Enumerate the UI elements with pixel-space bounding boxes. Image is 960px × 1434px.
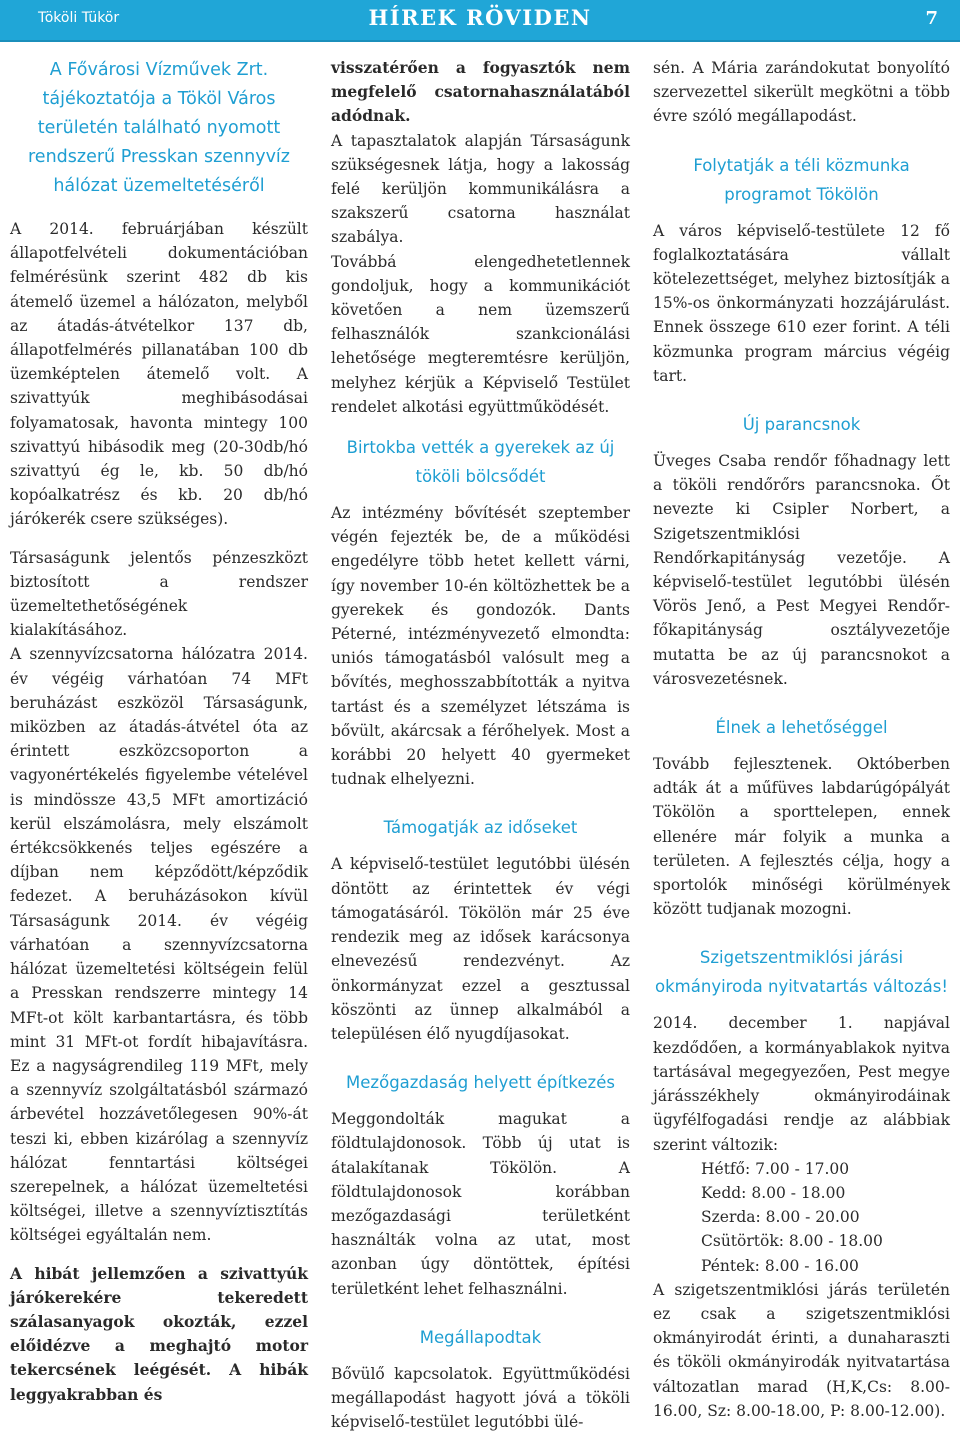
section-title: HÍREK RÖVIDEN	[368, 5, 592, 30]
article-paragraph: A város képviselő-testülete 12 fő foglalkoztatására vállalt kötelezettséget, melyhez biztosítják a 15%-os önkormányzati hozzájárulást. Ennek összege 610 ezer forint. A téli közmunka program március végéig tart.	[653, 221, 950, 385]
article-paragraph: Meggondolták magukat a földtulajdonosok. Több új utat is átalakítanak Tökölön. A földtulajdonosok korábban mezőgazdasági területként használták volna az utat, most azonban úgy döntöttek, építési területként lehet felhasználni.	[331, 1110, 630, 1298]
article-paragraph: A képviselő-testület legutóbbi ülésén döntött az érintettek év végi támogatásáról. Tökölön már 25 éve rendezik meg az idősek karácsonya elnevezésű rendezvényt. Az önkormányzat ezzel a gesztussal köszönti az ünnep alkalmából a településen élő nyugdíjasokat.	[331, 855, 630, 1043]
article-title-okmanyiroda: Szigetszentmiklósi járási okmányiroda nyitvatartás változás!	[655, 948, 948, 997]
opening-hours-item: Csütörtök: 8.00 - 18.00	[701, 1232, 883, 1251]
article-title-bolcsode: Birtokba vették a gyerekek az új tököli bölcsődét	[346, 438, 615, 487]
opening-hours-item: Péntek: 8.00 - 16.00	[701, 1256, 859, 1275]
article-paragraph: Továbbá elengedhetetlennek gondoljuk, hogy a kommunikációt követően a nem üzemszerű felhasználók szankcionálási lehetősége megteremtésre kerüljön, melyhez kérjük a Képviselő Testület rendelet alkotási együttműködését.	[331, 252, 630, 416]
article-paragraph-bold: visszatérően a fogyasztók nem megfelelő csatornahasználatából adódnak.	[331, 58, 630, 126]
article-paragraph: A szigetszentmiklósi járás területén ez csak a szigetszentmiklósi okmányirodát érinti, a dunaharaszti és tököli okmányirodák nyitvatartása változatlan marad (H,K,Cs: 8.00-16.00, Sz: 8.00-18.00, P: 8.00-12.00).	[653, 1280, 950, 1420]
article-title-kozmunka: Folytatják a téli közmunka programot Tökölön	[693, 155, 910, 204]
column-1	[10, 56, 308, 1407]
page-number: 7	[925, 8, 938, 29]
article-title-megallapodtak: Megállapodtak	[419, 1327, 542, 1347]
article-paragraph: sén. A Mária zarándokutat bonyolító szervezettel sikerült megkötni a több évre szóló megállapodást.	[653, 59, 950, 126]
article-paragraph: A 2014. februárjában készült állapotfelvételi dokumentációban felmérésünk szerint 482 db kis átemelő üzemel a hálózaton, melyből az átadás-átvételkor 137 db, állapotfelmérés pillanatában 100 db üzemképtelen átemelő volt. A szivattyúk meghibásodásai folyamatosak, havonta mintegy 100 szivattyú hibásodik meg (20-30db/hó szivattyú ég le, kb. 50 db/hó kopóalkatrész és kb. 20 db/hó járókerék csere szükséges).	[10, 220, 308, 529]
article-paragraph-bold: A hibát jellemzően a szivattyúk járókerekére tekeredett szálasanyagok okozták, ezzel előidézve a meghajtó motor tekercsének leégését. A hibák leggyakrabban és	[10, 1263, 308, 1404]
column-3	[653, 56, 950, 1423]
opening-hours-item: Szerda: 8.00 - 20.00	[701, 1208, 860, 1227]
article-paragraph: 2014. december 1. napjával kezdődően, a kormányablakok nyitva tartásával megegyezően, Pest megye járásszékhely okmányirodáinak ügyfélfogadási rendje az alábbiak szerint változik:	[653, 1014, 950, 1154]
article-title-parancsnok: Új parancsnok	[742, 415, 861, 435]
publication-name: Tököli Tükör	[38, 10, 120, 26]
article-title-lehetoseg: Élnek a lehetőséggel	[715, 718, 888, 738]
article-title-vizmuvek: A Fővárosi Vízművek Zrt. tájékoztatója a Tököl Város területén található nyomott rendszerű Presskan szennyvíz hálózat üzemeltetéséről	[28, 60, 290, 196]
article-paragraph: Bővülő kapcsolatok. Együttműködési megállapodást hagyott jóvá a tököli képviselő-testület legutóbbi ülé-	[331, 1364, 630, 1432]
page-header	[0, 0, 960, 42]
article-paragraph: A tapasztalatok alapján Társaságunk szükségesnek látja, hogy a lakosság felé kerüljön kommunikálásra a szakszerű csatorna használat szabálya.	[331, 131, 630, 247]
article-paragraph: Az intézmény bővítését szeptember végén fejezték be, de a működési engedélyre több hetet kellett várni, így november 10-én költözhettek be a gyerekek és gondozók. Dants Péterné, intézményvezető elmondta: uniós támogatásból valósult meg a bővítés, meghosszabbították a nyitva tartást és a személyzet létszáma is bővült, akárcsak a férőhelyek. Most a korábbi 20 helyett 40 gyermeket tudnak elhelyezni.	[331, 504, 630, 789]
opening-hours-list	[653, 1157, 950, 1278]
article-paragraph: Üveges Csaba rendőr főhadnagy lett a tököli rendőrőrs parancsnoka. Őt nevezte ki Csipler Norbert, a Szigetszentmiklósi Rendőrkapitányság vezetője. A képviselő-testület legutóbbi ülésén Vörös Jenő, a Pest Megyei Rendőr-főkapitányság osztályvezetője mutatta be az új parancsnokot a városvezetésnek.	[653, 452, 950, 688]
article-paragraph: Tovább fejlesztenek. Októberben adták át a műfüves labdarúgópályát Tökölön a sporttelepen, ennek ellenére már folyik a munka a területen. A fejlesztés célja, hogy a sportolók minőségi körülmények között tudjanak mozogni.	[653, 755, 950, 919]
opening-hours-item: Hétfő: 7.00 - 17.00	[701, 1159, 850, 1178]
article-paragraph: A szennyvízcsatorna hálózatra 2014. év végéig várhatóan 74 MFt beruházást eszközöl Társaságunk, miközben az átadás-átvétel óta az érintett eszközcsoporton a vagyonértékelés figyelembe vételével is mindössze 43,5 MFt amortizáció kerül elszámolásra, mely elszámolt értékcsökkenés teljes egészére a díjban nem képződött/képződik fedezet. A beruházásokon kívül Társaságunk 2014. év végéig várhatóan a szennyvízcsatorna hálózat üzemeltetési költségein felül a Presskan rendszerre mintegy 14 MFt-ot költ karbantartásra, és több mint 31 MFt-ot fordít hibajavításra. Ez a nagyságrendileg 119 MFt, mely a szennyvíz szolgáltatásból származó árbevétel hozzávetőlegesen 90%-át teszi ki, ebben kizárólag a szennyvíz hálózat fenntartási költségei szerepelnek, a hálózat üzemeltetési költségei, illetve a szennyvíztisztítás költségei egyáltalán nem.	[10, 645, 308, 1245]
article-paragraph: Társaságunk jelentős pénzeszközt biztosított a rendszer üzemeltethetőségének kialakításához.	[10, 548, 308, 640]
column-2	[331, 56, 630, 1434]
article-title-idosek: Támogatják az időseket	[383, 818, 578, 838]
article-title-mezogazdasag: Mezőgazdaság helyett építkezés	[346, 1073, 615, 1093]
opening-hours-item: Kedd: 8.00 - 18.00	[701, 1183, 846, 1202]
